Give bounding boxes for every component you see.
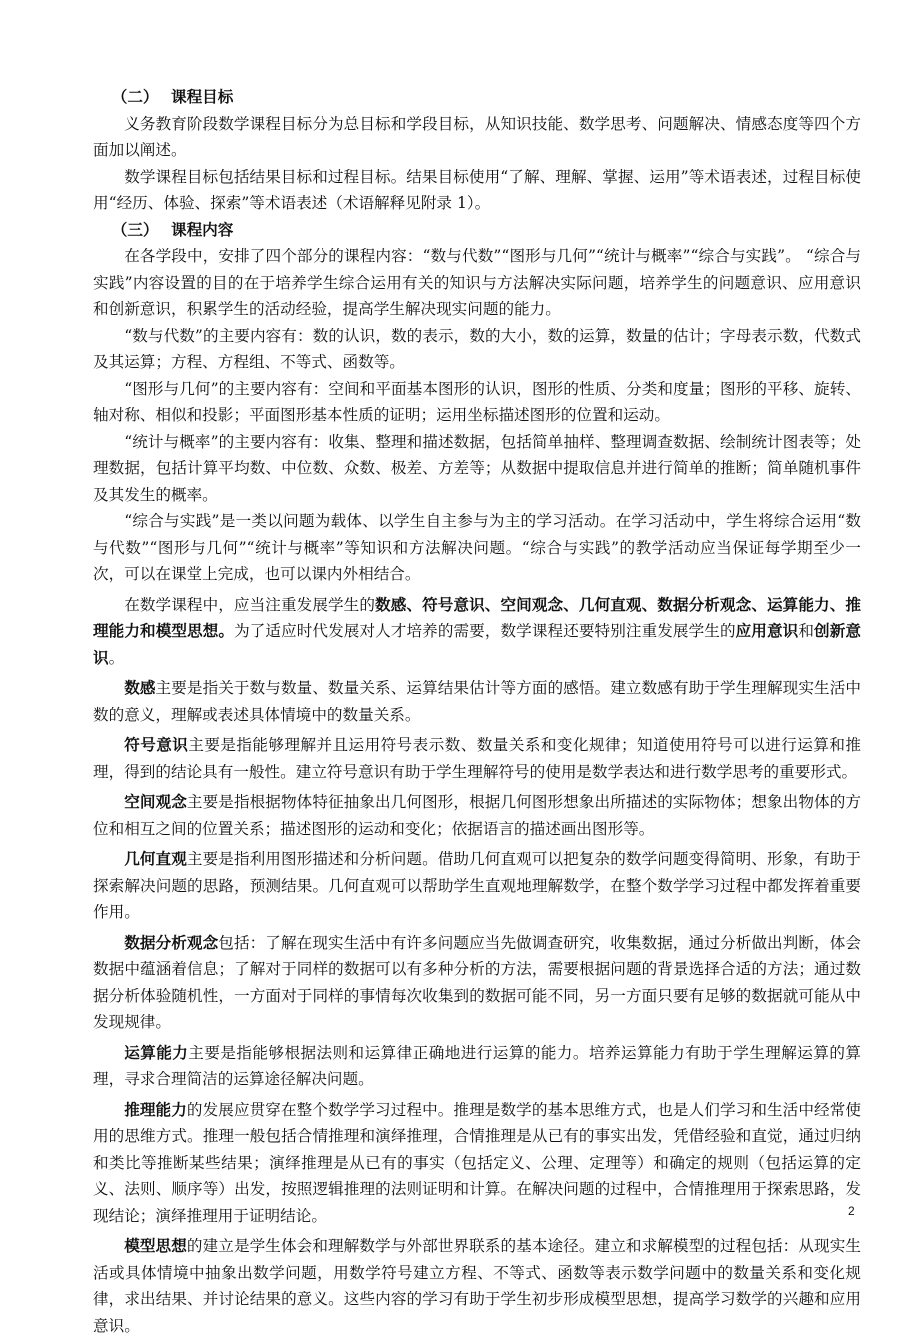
paragraph: “数与代数”的主要内容有：数的认识，数的表示，数的大小，数的运算，数量的估计；字母表示数，代数式及其运算；方程、方程组、不等式、函数等。 bbox=[93, 326, 861, 371]
text-span: 主要是指能够根据法则和运算律正确地进行运算的能力。培养运算能力有助于学生理解运算的算理，寻求合理简洁的运算途径解决问题。 bbox=[93, 1043, 861, 1088]
concept-reasoning bbox=[93, 1097, 861, 1230]
section-title: 课程目标 bbox=[170, 88, 234, 106]
paragraph: “综合与实践”是一类以问题为载体、以学生自主参与为主的学习活动。在学习活动中，学生将综合运用“数与代数”“图形与几何”“统计与概率”等知识和方法解决问题。“综合与实践”的教学活动应当保证每学期至少一次，可以在课堂上完成，也可以课内外相结合。 bbox=[93, 512, 861, 583]
keyword: 应用意识 bbox=[735, 622, 799, 640]
text-span: 主要是指根据物体特征抽象出几何图形，根据几何图形想象出所描述的实际物体；想象出物体的方位和相互之间的位置关系；描述图形的运动和变化；依据语言的描述画出图形等。 bbox=[93, 793, 861, 838]
paragraph: 在各学段中，安排了四个部分的课程内容：“数与代数”“图形与几何”“统计与概率”“综合与实践”。 “综合与实践”内容设置的目的在于培养学生综合运用有关的知识与方法解决实际问题，培养学生的问题意识、应用意识和创新意识，积累学生的活动经验，提高学生解决现实问题的能力。 bbox=[93, 247, 861, 318]
keyword: 运算能力 bbox=[124, 1043, 189, 1062]
keyword: 数感、符号意识、空间观念、几何直观、数据分析观念、运算能力、推理能力和模型思想。 bbox=[93, 595, 861, 640]
text-span: 包括：了解在现实生活中有许多问题应当先做调查研究，收集数据，通过分析做出判断，体会数据中蕴涵着信息；了解对于同样的数据可以有多种分析的方法，需要根据问题的背景选择合适的方法；通过数据分析体验随机性，一方面对于同样的事情每次收集到的数据可能不同，另一方面只要有足够的数据就可能从中发现规律。 bbox=[93, 933, 861, 1031]
text-span: 主要是指能够理解并且运用符号表示数、数量关系和变化规律；知道使用符号可以进行运算和推理，得到的结论具有一般性。建立符号意识有助于学生理解符号的使用是数学表达和进行数学思考的重要形式。 bbox=[93, 736, 861, 781]
document-page bbox=[93, 84, 861, 1339]
section-heading-course-goals bbox=[93, 84, 861, 111]
keyword: 数据分析观念 bbox=[124, 933, 219, 952]
text-span: 和 bbox=[798, 622, 815, 640]
text-span: 为了适应时代发展对人才培养的需要，数学课程还要特别注重发展学生的 bbox=[234, 622, 736, 640]
paragraph: “图形与几何”的主要内容有：空间和平面基本图形的认识，图形的性质、分类和度量；图形的平移、旋转、轴对称、相似和投影；平面图形基本性质的证明；运用坐标描述图形的位置和运动。 bbox=[93, 379, 861, 424]
section-title: 课程内容 bbox=[170, 220, 234, 239]
paragraph: 义务教育阶段数学课程目标分为总目标和学段目标，从知识技能、数学思考、问题解决、情感态度等四个方面加以阐述。 bbox=[93, 114, 861, 159]
keyword: 数感 bbox=[124, 679, 156, 697]
paragraph: “统计与概率”的主要内容有：收集、整理和描述数据，包括简单抽样、整理调查数据、绘制统计图表等；处理数据，包括计算平均数、中位数、众数、极差、方差等；从数据中提取信息并进行简单的推断；简单随机事件及其发生的概率。 bbox=[93, 432, 861, 504]
concept-spatial-sense bbox=[93, 789, 861, 842]
core-concepts-intro bbox=[93, 592, 861, 672]
text-span: 的发展应贯穿在整个数学学习过程中。推理是数学的基本思维方式，也是人们学习和生活中经常使用的思维方式。推理一般包括合情推理和演绎推理，合情推理是从已有的事实出发，凭借经验和直觉，通过归纳和类比等推断某些结果；演绎推理是从已有的事实（包括定义、公理、定理等）和确定的规则（包括运算的定义、法则、顺序等）出发，按照逻辑推理的法则证明和计算。在解决问题的过程中，合情推理用于探索思路，发现结论；演绎推理用于证明结论。 bbox=[93, 1100, 861, 1225]
concept-geometric-intuition bbox=[93, 846, 861, 926]
keyword: 符号意识 bbox=[124, 736, 189, 754]
text-span: 主要是指关于数与数量、数量关系、运算结果估计等方面的感悟。建立数感有助于学生理解现实生活中数的意义，理解或表述具体情境中的数量关系。 bbox=[93, 679, 861, 724]
section-heading-course-content bbox=[93, 217, 861, 244]
concept-symbol-awareness bbox=[93, 732, 861, 785]
concept-data-analysis bbox=[93, 930, 861, 1036]
concept-number-sense bbox=[93, 675, 861, 728]
concept-modeling bbox=[93, 1233, 861, 1339]
keyword: 模型思想 bbox=[124, 1237, 187, 1255]
keyword: 推理能力 bbox=[124, 1100, 187, 1119]
text-span: 。 bbox=[108, 648, 125, 667]
section-number: （二） bbox=[111, 88, 159, 106]
text-span: 在数学课程中，应当注重发展学生的 bbox=[124, 595, 376, 614]
page-number: 2 bbox=[848, 1204, 855, 1218]
keyword: 创新意识 bbox=[93, 622, 861, 667]
concept-computation bbox=[93, 1040, 861, 1093]
keyword: 几何直观 bbox=[124, 850, 187, 868]
text-span: 主要是指利用图形描述和分析问题。借助几何直观可以把复杂的数学问题变得简明、形象，有助于探索解决问题的思路，预测结果。几何直观可以帮助学生直观地理解数学，在整个数学学习过程中都发挥着重要作用。 bbox=[93, 850, 861, 921]
paragraph: 数学课程目标包括结果目标和过程目标。结果目标使用“了解、理解、掌握、运用”等术语表述，过程目标使用“经历、体验、探索”等术语表述（术语解释见附录 1）。 bbox=[93, 167, 861, 212]
text-span: 的建立是学生体会和理解数学与外部世界联系的基本途径。建立和求解模型的过程包括：从现实生活或具体情境中抽象出数学问题，用数学符号建立方程、不等式、函数等表示数学问题中的数量关系和变化规律，求出结果、并讨论结果的意义。这些内容的学习有助于学生初步形成模型思想，提高学习数学的兴趣和应用意识。 bbox=[93, 1237, 861, 1335]
section-number: （三） bbox=[111, 220, 159, 239]
keyword: 空间观念 bbox=[124, 793, 187, 811]
